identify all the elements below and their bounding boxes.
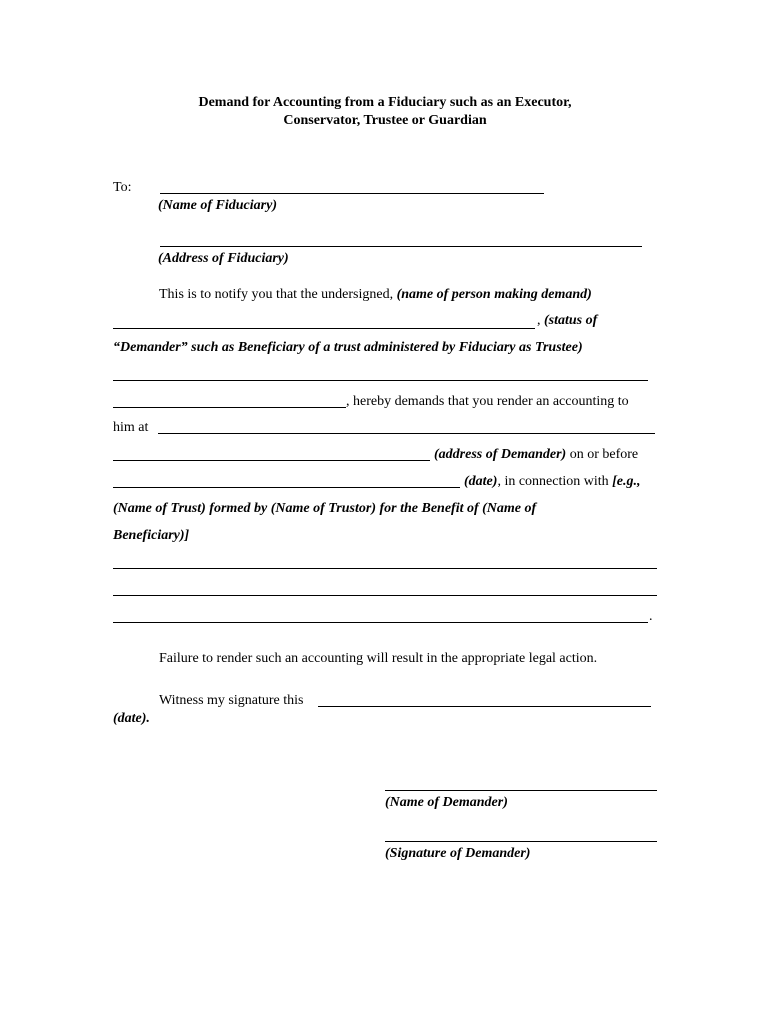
in-connection-text: , in connection with [497,474,609,489]
failure-text: Failure to render such an accounting will result in the appropriate legal action. [159,651,598,666]
date-caption: (date) [464,474,498,489]
document-title-line-1: Demand for Accounting from a Fiduciary such as an Executor, [198,95,572,110]
status-of-caption: (status of [544,313,598,328]
fiduciary-name-line[interactable] [160,193,544,194]
fiduciary-address-line[interactable] [160,246,642,247]
demander-address-line-1[interactable] [158,433,655,434]
period: . [649,609,653,624]
date-row [464,474,641,490]
demander-name-block-caption: (Name of Demander) [385,795,508,810]
witness-date-caption: (date). [113,711,150,726]
to-label: To: [113,180,132,195]
notify-text [159,287,592,303]
demander-name-line[interactable] [113,328,535,329]
eg-caption: [e.g., [612,474,641,489]
status-line-2[interactable] [113,407,346,408]
notify-text-plain: This is to notify you that the undersigned, [159,287,394,302]
demander-name-caption: (name of person making demand) [396,287,592,302]
address-demander-row [434,447,638,463]
demander-address-line-2[interactable] [113,460,430,461]
on-or-before-text: on or before [569,447,639,462]
beneficiary-caption: Beneficiary)] [113,528,190,543]
signature-caption: (Signature of Demander) [385,846,531,861]
date-line[interactable] [113,487,460,488]
comma: , [537,313,541,328]
document-title-line-2: Conservator, Trustee or Guardian [283,113,487,128]
address-demander-caption: (address of Demander) [434,447,567,462]
trust-caption: (Name of Trust) formed by (Name of Trustor) for the Benefit of (Name of [113,501,537,516]
demand-text: , hereby demands that you render an accounting to [346,394,629,409]
demander-name-signature-line[interactable] [385,790,657,791]
details-line-3[interactable] [113,622,648,623]
status-line-1[interactable] [113,380,648,381]
witness-text: Witness my signature this [159,693,304,708]
witness-date-line[interactable] [318,706,651,707]
fiduciary-address-caption: (Address of Fiduciary) [158,251,289,266]
details-line-2[interactable] [113,595,657,596]
signature-line[interactable] [385,841,657,842]
status-caption-b: “Demander” such as Beneficiary of a trust administered by Fiduciary as Trustee) [113,340,583,355]
him-at-label: him at [113,420,149,435]
details-line-1[interactable] [113,568,657,569]
status-caption-a [537,313,597,329]
fiduciary-name-caption: (Name of Fiduciary) [158,198,277,213]
